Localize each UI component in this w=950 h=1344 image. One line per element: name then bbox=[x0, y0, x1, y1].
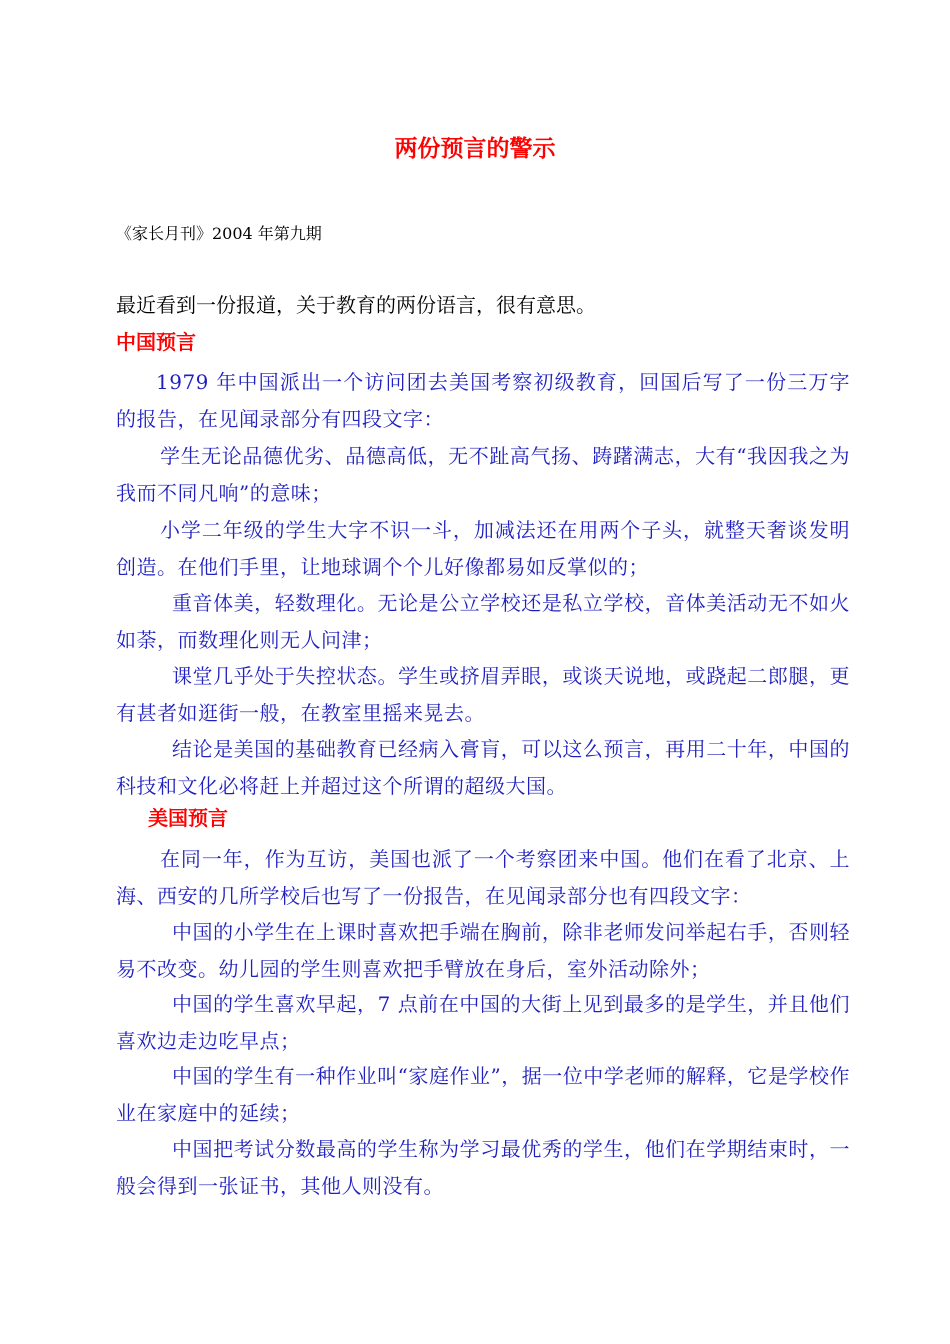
china-paragraph-1: 1979 年中国派出一个访问团去美国考察初级教育，回国后写了一份三万字的报告，在见闻录部分有四段文字： bbox=[116, 370, 850, 431]
usa-paragraph-1: 在同一年，作为互访，美国也派了一个考察团来中国。他们在看了北京、上海、西安的几所学校后也写了一份报告，在见闻录部分也有四段文字： bbox=[116, 847, 850, 908]
china-paragraph-2: 学生无论品德优劣、品德高低，无不趾高气扬、踌躇满志，大有“我因我之为我而不同凡响”的意味； bbox=[116, 444, 850, 505]
china-paragraph-5: 课堂几乎处于失控状态。学生或挤眉弄眼，或谈天说地，或跷起二郎腿，更有甚者如逛街一般，在教室里摇来晃去。 bbox=[116, 664, 850, 725]
usa-paragraph-2: 中国的小学生在上课时喜欢把手端在胸前，除非老师发问举起右手，否则轻易不改变。幼儿园的学生则喜欢把手臂放在身后，室外活动除外； bbox=[116, 920, 850, 981]
usa-paragraph-5: 中国把考试分数最高的学生称为学习最优秀的学生，他们在学期结束时，一般会得到一张证书，其他人则没有。 bbox=[116, 1137, 850, 1198]
usa-heading: 美国预言 bbox=[148, 806, 228, 830]
usa-paragraph-3: 中国的学生喜欢早起，7 点前在中国的大街上见到最多的是学生，并且他们喜欢边走边吃早点； bbox=[116, 992, 850, 1053]
china-heading: 中国预言 bbox=[116, 330, 196, 354]
china-paragraph-3: 小学二年级的学生大字不识一斗，加减法还在用两个子头，就整天奢谈发明创造。在他们手里，让地球调个个儿好像都易如反掌似的； bbox=[116, 518, 850, 579]
document-title: 两份预言的警示 bbox=[394, 136, 556, 162]
china-paragraph-6: 结论是美国的基础教育已经病入膏肓，可以这么预言，再用二十年，中国的科技和文化必将赶上并超过这个所谓的超级大国。 bbox=[116, 737, 850, 798]
intro-text: 最近看到一份报道，关于教育的两份语言，很有意思。 bbox=[116, 293, 596, 317]
source-line: 《家长月刊》2004 年第九期 bbox=[116, 224, 322, 243]
china-paragraph-4: 重音体美，轻数理化。无论是公立学校还是私立学校，音体美活动无不如火如荼，而数理化则无人问津； bbox=[116, 591, 850, 652]
usa-paragraph-4: 中国的学生有一种作业叫“家庭作业”，据一位中学老师的解释，它是学校作业在家庭中的延续； bbox=[116, 1064, 850, 1125]
